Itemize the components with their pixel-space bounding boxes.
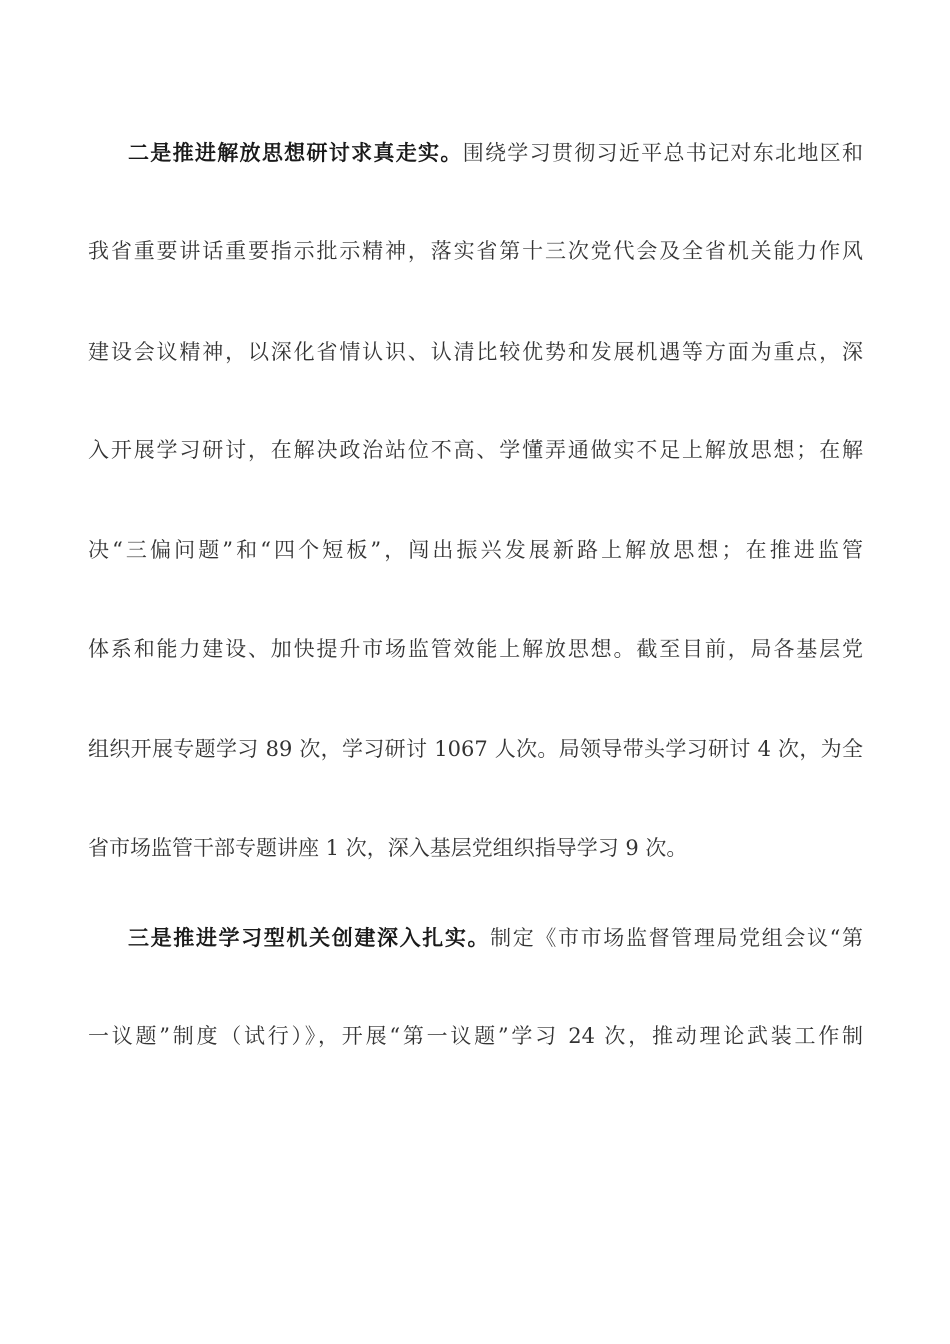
paragraph-3-line-1-text: 制定《市市场监督管理局党组会议“第 — [490, 926, 864, 950]
paragraph-2-lead: 二是推进解放思想研讨求真走实。 — [128, 140, 463, 165]
paragraph-2-line-2: 我省重要讲话重要指示批示精神，落实省第十三次党代会及全省机关能力作风 — [88, 239, 863, 263]
paragraph-2-line-3: 建设会议精神，以深化省情认识、认清比较优势和发展机遇等方面为重点，深 — [88, 340, 863, 364]
paragraph-2-line-4: 入开展学习研讨，在解决政治站位不高、学懂弄通做实不足上解放思想；在解 — [88, 438, 863, 462]
paragraph-3-line-1 — [128, 924, 863, 952]
paragraph-2-line-1-text: 围绕学习贯彻习近平总书记对东北地区和 — [462, 141, 863, 165]
paragraph-3-line-2: 一议题”制度（试行）》，开展“第一议题”学习 24 次，推动理论武装工作制 — [88, 1024, 863, 1048]
paragraph-2-line-5: 决“三偏问题”和“四个短板”，闯出振兴发展新路上解放思想；在推进监管 — [88, 538, 863, 562]
paragraph-2-line-6: 体系和能力建设、加快提升市场监管效能上解放思想。截至目前，局各基层党 — [88, 637, 863, 661]
paragraph-2-line-7: 组织开展专题学习 89 次，学习研讨 1067 人次。局领导带头学习研讨 4 次，为全 — [88, 737, 863, 761]
paragraph-3-lead: 三是推进学习型机关创建深入扎实。 — [128, 925, 491, 950]
paragraph-2-line-8: 省市场监管干部专题讲座 1 次，深入基层党组织指导学习 9 次。 — [88, 836, 688, 860]
paragraph-2-line-1 — [128, 139, 863, 167]
